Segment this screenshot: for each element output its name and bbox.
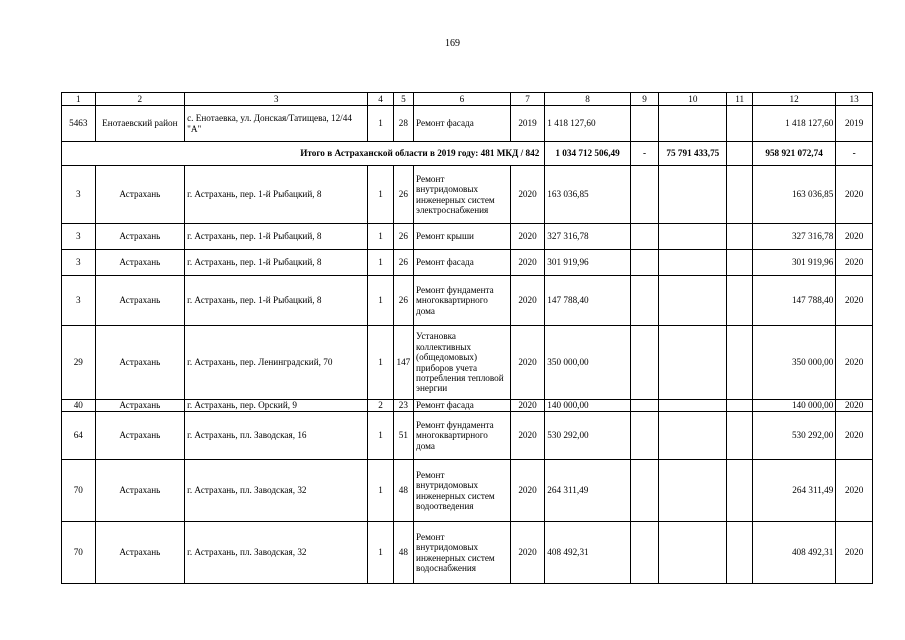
table-row xyxy=(62,460,873,522)
district-cell: Астрахань xyxy=(95,522,185,584)
record-number-cell: 3 xyxy=(62,250,96,276)
work-type-cell: Ремонт фасада xyxy=(414,106,511,142)
column-13-year-cell: 2020 xyxy=(836,326,873,400)
column-4-cell: 1 xyxy=(368,276,393,326)
column-10-cell xyxy=(659,522,727,584)
column-8-amount-cell: 530 292,00 xyxy=(545,412,630,460)
column-11-cell xyxy=(727,412,752,460)
column-8-amount-cell: 264 311,49 xyxy=(545,460,630,522)
year-cell: 2020 xyxy=(510,250,545,276)
column-8-amount-cell: 327 316,78 xyxy=(545,224,630,250)
column-13-year-cell: 2019 xyxy=(836,106,873,142)
column-12-amount-cell: 264 311,49 xyxy=(752,460,835,522)
column-8-amount-cell: 140 000,00 xyxy=(545,400,630,412)
district-cell: Енотаевский район xyxy=(95,106,185,142)
column-4-cell: 1 xyxy=(368,412,393,460)
page-number: 169 xyxy=(445,38,460,49)
year-cell: 2020 xyxy=(510,166,545,224)
column-10-cell xyxy=(659,250,727,276)
column-9-cell xyxy=(630,326,658,400)
district-cell: Астрахань xyxy=(95,250,185,276)
work-type-cell: Ремонт крыши xyxy=(414,224,511,250)
work-type-cell: Ремонт фасада xyxy=(414,250,511,276)
column-8-amount-cell: 301 919,96 xyxy=(545,250,630,276)
column-11-cell xyxy=(727,224,752,250)
column-10-cell xyxy=(659,326,727,400)
column-10-cell xyxy=(659,276,727,326)
column-4-cell: 1 xyxy=(368,166,393,224)
address-cell: г. Астрахань, пер. 1-й Рыбацкий, 8 xyxy=(185,250,368,276)
table-row xyxy=(62,106,873,142)
work-type-cell: Ремонт фасада xyxy=(414,400,511,412)
column-4-cell: 1 xyxy=(368,250,393,276)
column-number: 3 xyxy=(185,93,368,106)
column-11-cell xyxy=(727,250,752,276)
column-9-cell xyxy=(630,166,658,224)
column-13-year-cell: 2020 xyxy=(836,400,873,412)
column-12-amount-cell: 530 292,00 xyxy=(752,412,835,460)
column-8-amount-cell: 147 788,40 xyxy=(545,276,630,326)
year-cell: 2020 xyxy=(510,326,545,400)
year-cell: 2020 xyxy=(510,412,545,460)
column-13-year-cell: 2020 xyxy=(836,166,873,224)
work-type-cell: Ремонт внутридомовых инженерных систем водоотведения xyxy=(414,460,511,522)
total-column-12: 958 921 072,74 xyxy=(752,142,835,166)
column-13-year-cell: 2020 xyxy=(836,522,873,584)
column-8-amount-cell: 163 036,85 xyxy=(545,166,630,224)
column-12-amount-cell: 301 919,96 xyxy=(752,250,835,276)
column-5-cell: 26 xyxy=(393,224,413,250)
column-9-cell xyxy=(630,250,658,276)
total-column-11 xyxy=(727,142,752,166)
record-number-cell: 40 xyxy=(62,400,96,412)
column-5-cell: 26 xyxy=(393,166,413,224)
column-number: 9 xyxy=(630,93,658,106)
record-number-cell: 5463 xyxy=(62,106,96,142)
year-cell: 2020 xyxy=(510,400,545,412)
column-number: 8 xyxy=(545,93,630,106)
column-number: 5 xyxy=(393,93,413,106)
address-cell: г. Астрахань, пер. Орский, 9 xyxy=(185,400,368,412)
column-5-cell: 48 xyxy=(393,460,413,522)
table-row xyxy=(62,250,873,276)
address-cell: г. Астрахань, пер. Ленинградский, 70 xyxy=(185,326,368,400)
total-label: Итого в Астраханской области в 2019 году: 481 МКД / 842 xyxy=(62,142,545,166)
column-12-amount-cell: 408 492,31 xyxy=(752,522,835,584)
column-5-cell: 51 xyxy=(393,412,413,460)
district-cell: Астрахань xyxy=(95,166,185,224)
column-13-year-cell: 2020 xyxy=(836,250,873,276)
column-11-cell xyxy=(727,166,752,224)
district-cell: Астрахань xyxy=(95,460,185,522)
district-cell: Астрахань xyxy=(95,276,185,326)
district-cell: Астрахань xyxy=(95,224,185,250)
total-row xyxy=(62,142,873,166)
total-column-9: - xyxy=(630,142,658,166)
column-number: 10 xyxy=(659,93,727,106)
record-number-cell: 3 xyxy=(62,276,96,326)
column-number: 7 xyxy=(510,93,545,106)
work-type-cell: Ремонт внутридомовых инженерных систем водоснабжения xyxy=(414,522,511,584)
address-cell: г. Астрахань, пл. Заводская, 32 xyxy=(185,460,368,522)
column-12-amount-cell: 327 316,78 xyxy=(752,224,835,250)
column-9-cell xyxy=(630,522,658,584)
work-type-cell: Ремонт внутридомовых инженерных систем электроснабжения xyxy=(414,166,511,224)
column-12-amount-cell: 1 418 127,60 xyxy=(752,106,835,142)
column-9-cell xyxy=(630,106,658,142)
column-4-cell: 1 xyxy=(368,106,393,142)
capital-repair-table xyxy=(61,92,873,584)
work-type-cell: Ремонт фундамента многоквартирного дома xyxy=(414,412,511,460)
total-column-10: 75 791 433,75 xyxy=(659,142,727,166)
work-type-cell: Установка коллективных (общедомовых) приборов учета потребления тепловой энергии xyxy=(414,326,511,400)
total-column-8: 1 034 712 506,49 xyxy=(545,142,630,166)
column-10-cell xyxy=(659,400,727,412)
year-cell: 2020 xyxy=(510,276,545,326)
column-10-cell xyxy=(659,224,727,250)
address-cell: г. Астрахань, пл. Заводская, 16 xyxy=(185,412,368,460)
work-type-cell: Ремонт фундамента многоквартирного дома xyxy=(414,276,511,326)
column-9-cell xyxy=(630,412,658,460)
address-cell: г. Астрахань, пер. 1-й Рыбацкий, 8 xyxy=(185,276,368,326)
column-9-cell xyxy=(630,276,658,326)
column-number: 11 xyxy=(727,93,752,106)
column-number: 1 xyxy=(62,93,96,106)
column-10-cell xyxy=(659,106,727,142)
column-4-cell: 2 xyxy=(368,400,393,412)
column-10-cell xyxy=(659,460,727,522)
table-row xyxy=(62,522,873,584)
table-row xyxy=(62,326,873,400)
column-11-cell xyxy=(727,276,752,326)
column-number: 6 xyxy=(414,93,511,106)
table-row xyxy=(62,400,873,412)
column-4-cell: 1 xyxy=(368,326,393,400)
column-13-year-cell: 2020 xyxy=(836,276,873,326)
column-4-cell: 1 xyxy=(368,224,393,250)
column-8-amount-cell: 1 418 127,60 xyxy=(545,106,630,142)
column-5-cell: 26 xyxy=(393,250,413,276)
column-13-year-cell: 2020 xyxy=(836,412,873,460)
column-9-cell xyxy=(630,400,658,412)
table-row xyxy=(62,276,873,326)
column-number: 12 xyxy=(752,93,835,106)
column-5-cell: 48 xyxy=(393,522,413,584)
year-cell: 2020 xyxy=(510,224,545,250)
column-10-cell xyxy=(659,412,727,460)
address-cell: г. Астрахань, пер. 1-й Рыбацкий, 8 xyxy=(185,166,368,224)
column-12-amount-cell: 140 000,00 xyxy=(752,400,835,412)
column-5-cell: 28 xyxy=(393,106,413,142)
column-9-cell xyxy=(630,224,658,250)
table-row xyxy=(62,224,873,250)
column-12-amount-cell: 163 036,85 xyxy=(752,166,835,224)
district-cell: Астрахань xyxy=(95,326,185,400)
record-number-cell: 3 xyxy=(62,224,96,250)
column-8-amount-cell: 408 492,31 xyxy=(545,522,630,584)
column-9-cell xyxy=(630,460,658,522)
column-11-cell xyxy=(727,400,752,412)
address-cell: г. Астрахань, пл. Заводская, 32 xyxy=(185,522,368,584)
column-number: 4 xyxy=(368,93,393,106)
table-body xyxy=(62,93,873,584)
total-column-13: - xyxy=(836,142,873,166)
record-number-cell: 64 xyxy=(62,412,96,460)
column-11-cell xyxy=(727,326,752,400)
column-12-amount-cell: 147 788,40 xyxy=(752,276,835,326)
column-number: 2 xyxy=(95,93,185,106)
column-4-cell: 1 xyxy=(368,522,393,584)
column-11-cell xyxy=(727,522,752,584)
address-cell: г. Астрахань, пер. 1-й Рыбацкий, 8 xyxy=(185,224,368,250)
district-cell: Астрахань xyxy=(95,400,185,412)
column-5-cell: 23 xyxy=(393,400,413,412)
year-cell: 2019 xyxy=(510,106,545,142)
column-13-year-cell: 2020 xyxy=(836,224,873,250)
table-row xyxy=(62,166,873,224)
column-4-cell: 1 xyxy=(368,460,393,522)
address-cell: с. Енотаевка, ул. Донская/Татищева, 12/44 "А" xyxy=(185,106,368,142)
record-number-cell: 3 xyxy=(62,166,96,224)
record-number-cell: 70 xyxy=(62,522,96,584)
column-5-cell: 147 xyxy=(393,326,413,400)
column-8-amount-cell: 350 000,00 xyxy=(545,326,630,400)
column-5-cell: 26 xyxy=(393,276,413,326)
column-12-amount-cell: 350 000,00 xyxy=(752,326,835,400)
record-number-cell: 29 xyxy=(62,326,96,400)
year-cell: 2020 xyxy=(510,460,545,522)
table-row xyxy=(62,412,873,460)
column-number-row xyxy=(62,93,873,106)
column-11-cell xyxy=(727,106,752,142)
year-cell: 2020 xyxy=(510,522,545,584)
district-cell: Астрахань xyxy=(95,412,185,460)
record-number-cell: 70 xyxy=(62,460,96,522)
column-13-year-cell: 2020 xyxy=(836,460,873,522)
column-10-cell xyxy=(659,166,727,224)
column-number: 13 xyxy=(836,93,873,106)
column-11-cell xyxy=(727,460,752,522)
